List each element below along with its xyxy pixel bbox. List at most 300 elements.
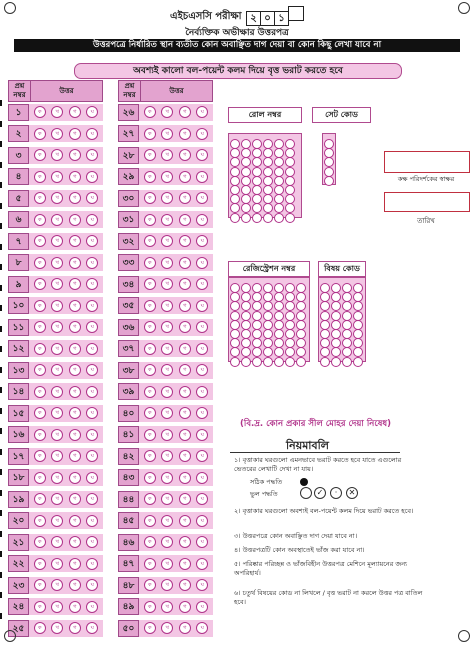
subject-code-grid[interactable]	[318, 277, 366, 362]
answer-option-bubble[interactable]: খ	[51, 214, 63, 226]
answer-option-bubble[interactable]: গ	[69, 192, 81, 204]
answer-bubbles	[139, 297, 213, 314]
answer-row	[8, 597, 103, 619]
answer-option-bubble[interactable]: ক	[34, 192, 46, 204]
registration-number-grid[interactable]	[228, 277, 310, 362]
answer-option-bubble[interactable]: খ	[51, 558, 63, 570]
answer-option-bubble[interactable]: ঘ	[196, 515, 208, 527]
answer-option-bubble[interactable]: ক	[144, 192, 156, 204]
answer-option-bubble[interactable]: গ	[179, 493, 191, 505]
answer-option-bubble[interactable]: গ	[69, 579, 81, 591]
answer-option-bubble[interactable]: গ	[69, 257, 81, 269]
answer-option-bubble[interactable]: ঘ	[86, 257, 98, 269]
answer-option-bubble[interactable]: ঘ	[86, 364, 98, 376]
question-number: ৪৭	[118, 555, 139, 572]
answer-option-bubble[interactable]: গ	[69, 407, 81, 419]
answer-option-bubble[interactable]: খ	[51, 235, 63, 247]
answer-option-bubble[interactable]: গ	[69, 472, 81, 484]
answer-option-bubble[interactable]: গ	[179, 128, 191, 140]
answer-option-bubble[interactable]: খ	[51, 407, 63, 419]
timing-mark	[0, 264, 2, 270]
answer-option-bubble[interactable]: ক	[144, 579, 156, 591]
answer-option-bubble[interactable]: ঘ	[86, 472, 98, 484]
answer-option-bubble[interactable]: ঘ	[86, 386, 98, 398]
year-digit-blank[interactable]	[288, 6, 304, 21]
digit-bubble[interactable]	[285, 213, 295, 223]
sheet-subtitle: নৈর্ব্যক্তিক অভীক্ষার উত্তরপত্র	[185, 28, 289, 38]
answer-option-bubble[interactable]: ঘ	[86, 515, 98, 527]
answer-option-bubble[interactable]: খ	[161, 149, 173, 161]
answer-option-bubble[interactable]: ঘ	[86, 149, 98, 161]
answer-option-bubble[interactable]: ঘ	[196, 536, 208, 548]
answer-option-bubble[interactable]: ক	[144, 493, 156, 505]
digit-bubble[interactable]	[353, 357, 363, 367]
answer-option-bubble[interactable]: ক	[34, 300, 46, 312]
digit-bubble[interactable]	[252, 213, 262, 223]
answer-option-bubble[interactable]: খ	[51, 450, 63, 462]
registration-number-label: রেজিস্ট্রেশন নম্বর	[228, 261, 310, 277]
answer-option-bubble[interactable]: গ	[69, 429, 81, 441]
answer-option-bubble[interactable]: ক	[144, 601, 156, 613]
answer-option-bubble[interactable]: খ	[161, 321, 173, 333]
answer-option-bubble[interactable]: গ	[179, 429, 191, 441]
answer-option-bubble[interactable]: খ	[161, 171, 173, 183]
answer-option-bubble[interactable]: খ	[51, 149, 63, 161]
answer-option-bubble[interactable]: গ	[69, 171, 81, 183]
answer-option-bubble[interactable]: ঘ	[196, 257, 208, 269]
answer-bubbles	[139, 598, 213, 615]
answer-option-bubble[interactable]: গ	[179, 386, 191, 398]
answer-option-bubble[interactable]: ঘ	[196, 192, 208, 204]
answer-option-bubble[interactable]: গ	[179, 536, 191, 548]
answer-option-bubble[interactable]: খ	[161, 300, 173, 312]
answer-option-bubble[interactable]: ঘ	[86, 278, 98, 290]
answer-bubbles	[139, 491, 213, 508]
digit-bubble[interactable]	[320, 357, 330, 367]
answer-option-bubble[interactable]: ঘ	[86, 321, 98, 333]
answer-option-bubble[interactable]: ঘ	[86, 493, 98, 505]
answer-option-bubble[interactable]: গ	[69, 235, 81, 247]
answer-bubbles	[29, 340, 103, 357]
answer-option-bubble[interactable]: গ	[69, 622, 81, 634]
answer-option-bubble[interactable]: ক	[144, 364, 156, 376]
answer-option-bubble[interactable]: খ	[161, 128, 173, 140]
question-number: ১	[8, 104, 29, 121]
answer-option-bubble[interactable]: গ	[179, 558, 191, 570]
question-number: ৩৪	[118, 276, 139, 293]
answer-option-bubble[interactable]: ক	[144, 536, 156, 548]
timing-mark	[0, 449, 2, 455]
answer-option-bubble[interactable]: গ	[69, 515, 81, 527]
answer-option-bubble[interactable]: গ	[179, 321, 191, 333]
answer-row	[8, 231, 103, 253]
answer-option-bubble[interactable]: খ	[51, 472, 63, 484]
invigilator-signature-box[interactable]	[384, 151, 470, 173]
answer-option-bubble[interactable]: ঘ	[196, 493, 208, 505]
answer-option-bubble[interactable]: ক	[144, 472, 156, 484]
pen-instruction: অবশ্যই কালো বল-পয়েন্ট কলম দিয়ে বৃত্ত ভরাট করতে হবে	[74, 63, 402, 79]
digit-bubble[interactable]	[342, 357, 352, 367]
answer-option-bubble[interactable]: খ	[51, 106, 63, 118]
answer-row	[8, 511, 103, 533]
set-code-label: সেট কোড	[312, 107, 371, 123]
answer-bubbles	[29, 147, 103, 164]
answer-option-bubble[interactable]: গ	[179, 257, 191, 269]
answer-option-bubble[interactable]: ঘ	[196, 579, 208, 591]
answer-option-bubble[interactable]: ঘ	[86, 192, 98, 204]
rule-3: ৩। উত্তরপত্রে কোন অবাঞ্ছিত দাগ দেয়া যাবে না।	[234, 532, 358, 540]
answer-option-bubble[interactable]: গ	[179, 171, 191, 183]
question-number: ২৫	[8, 620, 29, 637]
answer-option-bubble[interactable]: ঘ	[86, 214, 98, 226]
answer-option-bubble[interactable]: ঘ	[196, 235, 208, 247]
answer-option-bubble[interactable]: খ	[161, 601, 173, 613]
answer-option-bubble[interactable]: গ	[69, 128, 81, 140]
answer-option-bubble[interactable]: খ	[161, 106, 173, 118]
answer-option-bubble[interactable]: ক	[34, 235, 46, 247]
answer-option-bubble[interactable]: ক	[144, 407, 156, 419]
answer-option-bubble[interactable]: ঘ	[86, 579, 98, 591]
answer-option-bubble[interactable]: গ	[69, 364, 81, 376]
question-number: ৬	[8, 211, 29, 228]
answer-option-bubble[interactable]: ঘ	[86, 622, 98, 634]
question-number: ২	[8, 125, 29, 142]
answer-row	[8, 102, 103, 124]
answer-option-bubble[interactable]: খ	[161, 450, 173, 462]
answer-option-bubble[interactable]: ক	[144, 343, 156, 355]
answer-option-bubble[interactable]: ঘ	[196, 429, 208, 441]
answer-row	[8, 253, 103, 275]
answer-option-bubble[interactable]: ক	[144, 235, 156, 247]
answer-row	[8, 360, 103, 382]
answer-row	[8, 618, 103, 640]
answer-option-bubble[interactable]: ক	[144, 106, 156, 118]
digit-bubble[interactable]	[230, 357, 240, 367]
answer-option-bubble[interactable]: ঘ	[86, 601, 98, 613]
answer-option-bubble[interactable]: ঘ	[86, 343, 98, 355]
timing-mark	[0, 490, 2, 496]
answer-option-bubble[interactable]: খ	[161, 579, 173, 591]
registration-mark-icon	[458, 2, 470, 14]
answer-bubbles	[139, 512, 213, 529]
answer-option-bubble[interactable]: ক	[144, 558, 156, 570]
answer-option-bubble[interactable]: ক	[144, 257, 156, 269]
correct-method-label: সঠিক পদ্ধতি	[250, 478, 283, 486]
answer-option-bubble[interactable]: ক	[34, 321, 46, 333]
answer-option-bubble[interactable]: ক	[144, 321, 156, 333]
answer-option-bubble[interactable]: গ	[179, 300, 191, 312]
answer-option-bubble[interactable]: ক	[144, 278, 156, 290]
answer-option-bubble[interactable]: ঘ	[196, 171, 208, 183]
timing-mark	[0, 613, 2, 619]
answer-option-bubble[interactable]: ঘ	[196, 386, 208, 398]
answer-option-bubble[interactable]: খ	[161, 515, 173, 527]
answer-option-bubble[interactable]: ঘ	[196, 128, 208, 140]
date-label: তারিখ	[417, 217, 435, 225]
answer-option-bubble[interactable]: ক	[144, 214, 156, 226]
answer-option-bubble[interactable]: ঘ	[196, 300, 208, 312]
answer-option-bubble[interactable]: ঘ	[196, 450, 208, 462]
answer-option-bubble[interactable]: খ	[51, 343, 63, 355]
roll-number-label: রোল নম্বর	[228, 107, 302, 123]
answer-option-bubble[interactable]: গ	[69, 278, 81, 290]
answer-option-bubble[interactable]: ক	[144, 450, 156, 462]
answer-row	[8, 468, 103, 490]
answer-option-bubble[interactable]: খ	[51, 364, 63, 376]
answer-option-bubble[interactable]: ক	[34, 536, 46, 548]
answer-option-bubble[interactable]: ক	[34, 429, 46, 441]
question-number: ১৪	[8, 383, 29, 400]
set-code-grid[interactable]	[322, 133, 336, 185]
answer-bubbles	[139, 254, 213, 271]
timing-mark	[0, 182, 2, 188]
answer-option-bubble[interactable]: ক	[144, 128, 156, 140]
answer-bubbles	[139, 211, 213, 228]
digit-bubble[interactable]	[324, 176, 334, 186]
answer-option-bubble[interactable]: খ	[51, 386, 63, 398]
answer-bubbles	[29, 448, 103, 465]
answer-row	[8, 167, 103, 189]
digit-bubble[interactable]	[263, 213, 273, 223]
answer-option-bubble[interactable]: ঘ	[86, 171, 98, 183]
question-number: ২১	[8, 534, 29, 551]
digit-bubble[interactable]	[252, 357, 262, 367]
answer-option-bubble[interactable]: খ	[161, 235, 173, 247]
answer-option-bubble[interactable]: গ	[69, 536, 81, 548]
year-digit: ২	[246, 11, 261, 26]
question-number: ২৮	[118, 147, 139, 164]
answer-bubbles	[139, 620, 213, 637]
answer-option-bubble[interactable]: ক	[144, 622, 156, 634]
answer-option-bubble[interactable]: গ	[179, 278, 191, 290]
exam-title: এইচএসসি পরীক্ষা	[169, 11, 242, 22]
answer-option-bubble[interactable]: গ	[69, 450, 81, 462]
answer-option-bubble[interactable]: খ	[51, 515, 63, 527]
question-number: ৪৬	[118, 534, 139, 551]
answer-option-bubble[interactable]: খ	[51, 579, 63, 591]
roll-number-grid[interactable]	[228, 133, 302, 218]
digit-bubble[interactable]	[241, 213, 251, 223]
question-number: ৮	[8, 254, 29, 271]
answer-option-bubble[interactable]: খ	[51, 622, 63, 634]
answer-option-bubble[interactable]: গ	[69, 386, 81, 398]
answer-option-bubble[interactable]: গ	[69, 149, 81, 161]
answer-option-bubble[interactable]: ক	[34, 407, 46, 419]
answer-option-bubble[interactable]: ঘ	[196, 278, 208, 290]
answer-option-bubble[interactable]: ক	[34, 558, 46, 570]
answer-option-bubble[interactable]: গ	[179, 601, 191, 613]
answer-option-bubble[interactable]: গ	[69, 601, 81, 613]
answer-option-bubble[interactable]: খ	[161, 278, 173, 290]
answer-option-bubble[interactable]: ঘ	[86, 536, 98, 548]
answer-bubbles	[139, 276, 213, 293]
timing-mark	[0, 244, 2, 250]
answer-option-bubble[interactable]: গ	[179, 214, 191, 226]
answer-option-bubble[interactable]: খ	[161, 214, 173, 226]
answer-bubbles	[29, 104, 103, 121]
answer-option-bubble[interactable]: ক	[34, 472, 46, 484]
answer-bubbles	[29, 577, 103, 594]
answer-option-bubble[interactable]: গ	[179, 450, 191, 462]
answer-option-bubble[interactable]: ঘ	[86, 429, 98, 441]
answer-option-bubble[interactable]: ক	[34, 515, 46, 527]
answer-option-bubble[interactable]: গ	[69, 300, 81, 312]
digit-bubble[interactable]	[230, 213, 240, 223]
answer-bubbles	[29, 211, 103, 228]
answer-option-bubble[interactable]: ঘ	[196, 149, 208, 161]
answer-option-bubble[interactable]: গ	[69, 321, 81, 333]
answer-option-bubble[interactable]: খ	[51, 321, 63, 333]
answer-option-bubble[interactable]: গ	[179, 149, 191, 161]
answer-option-bubble[interactable]: খ	[161, 364, 173, 376]
answer-row	[118, 468, 213, 490]
answer-option-bubble[interactable]: ঘ	[196, 106, 208, 118]
answer-bubbles	[29, 254, 103, 271]
answer-option-bubble[interactable]: খ	[161, 429, 173, 441]
answer-bubbles	[139, 555, 213, 572]
answer-option-bubble[interactable]: গ	[69, 558, 81, 570]
answer-option-bubble[interactable]: ঘ	[86, 558, 98, 570]
answer-option-bubble[interactable]: ঘ	[196, 558, 208, 570]
answer-option-bubble[interactable]: খ	[161, 558, 173, 570]
answer-option-bubble[interactable]: ঘ	[196, 622, 208, 634]
answer-option-bubble[interactable]: ঘ	[196, 472, 208, 484]
answer-option-bubble[interactable]: গ	[179, 622, 191, 634]
answer-row	[118, 296, 213, 318]
answer-option-bubble[interactable]: ক	[34, 149, 46, 161]
answer-bubbles	[29, 168, 103, 185]
answer-option-bubble[interactable]: ঘ	[196, 601, 208, 613]
answer-option-bubble[interactable]: ঘ	[86, 235, 98, 247]
answer-option-bubble[interactable]: ক	[34, 493, 46, 505]
answer-option-bubble[interactable]: খ	[51, 300, 63, 312]
question-number: ১১	[8, 319, 29, 336]
answer-option-bubble[interactable]: ক	[34, 214, 46, 226]
answer-option-bubble[interactable]: গ	[179, 515, 191, 527]
answer-option-bubble[interactable]: ক	[34, 106, 46, 118]
answer-option-bubble[interactable]: ক	[144, 429, 156, 441]
answer-option-bubble[interactable]: ক	[34, 601, 46, 613]
column-header	[118, 80, 213, 102]
answer-option-bubble[interactable]: গ	[179, 343, 191, 355]
answer-option-bubble[interactable]: গ	[179, 364, 191, 376]
answer-option-bubble[interactable]: ঘ	[196, 364, 208, 376]
answer-option-bubble[interactable]: ক	[144, 515, 156, 527]
answer-option-bubble[interactable]: খ	[51, 192, 63, 204]
answer-option-bubble[interactable]: খ	[51, 278, 63, 290]
answer-option-bubble[interactable]: খ	[161, 257, 173, 269]
answer-option-bubble[interactable]: ঘ	[86, 300, 98, 312]
question-number: ৩৬	[118, 319, 139, 336]
answer-option-bubble[interactable]: ক	[34, 171, 46, 183]
answer-option-bubble[interactable]: গ	[179, 407, 191, 419]
answer-option-bubble[interactable]: ক	[34, 343, 46, 355]
answer-option-bubble[interactable]: খ	[51, 536, 63, 548]
answer-option-bubble[interactable]: খ	[51, 257, 63, 269]
answer-option-bubble[interactable]: খ	[161, 472, 173, 484]
answer-option-bubble[interactable]: খ	[51, 128, 63, 140]
answer-option-bubble[interactable]: ঘ	[86, 106, 98, 118]
answer-option-bubble[interactable]: গ	[69, 493, 81, 505]
answer-option-bubble[interactable]: ক	[144, 300, 156, 312]
answer-bubbles	[29, 512, 103, 529]
answer-option-bubble[interactable]: গ	[179, 579, 191, 591]
invigilator-signature-label: কক্ষ পরিদর্শকের স্বাক্ষর	[397, 175, 455, 183]
answer-option-bubble[interactable]: খ	[51, 601, 63, 613]
answer-option-bubble[interactable]: ক	[34, 622, 46, 634]
answer-option-bubble[interactable]: খ	[161, 192, 173, 204]
answer-option-bubble[interactable]: ঘ	[86, 450, 98, 462]
answer-option-bubble[interactable]: ক	[34, 364, 46, 376]
answer-option-bubble[interactable]: ঘ	[196, 321, 208, 333]
digit-bubble[interactable]	[274, 357, 284, 367]
answer-option-bubble[interactable]: ঘ	[86, 407, 98, 419]
answer-option-bubble[interactable]: ক	[34, 579, 46, 591]
answer-option-bubble[interactable]: ক	[34, 386, 46, 398]
answer-option-bubble[interactable]: ক	[34, 257, 46, 269]
rule-2: ২। বৃত্তাকার ঘরগুলো অবশ্যই বল-পয়েন্ট কলম দিয়ে ভরাট করতে হবে।	[234, 507, 414, 515]
answer-option-bubble[interactable]: ক	[34, 278, 46, 290]
answer-option-bubble[interactable]: ঘ	[196, 343, 208, 355]
digit-bubble[interactable]	[241, 357, 251, 367]
answer-option-bubble[interactable]: খ	[161, 536, 173, 548]
answer-option-bubble[interactable]: গ	[179, 472, 191, 484]
question-number: ৫	[8, 190, 29, 207]
answer-bubbles	[139, 405, 213, 422]
answer-option-bubble[interactable]: গ	[69, 214, 81, 226]
digit-bubble[interactable]	[331, 357, 341, 367]
year-digit: ১	[274, 11, 289, 26]
answer-option-bubble[interactable]: গ	[179, 106, 191, 118]
answer-option-bubble[interactable]: গ	[69, 343, 81, 355]
answer-option-bubble[interactable]: খ	[161, 386, 173, 398]
answer-bubbles	[29, 491, 103, 508]
answer-option-bubble[interactable]: খ	[51, 171, 63, 183]
date-box[interactable]	[384, 192, 470, 212]
timing-mark	[0, 223, 2, 229]
answer-option-bubble[interactable]: গ	[179, 235, 191, 247]
answer-option-bubble[interactable]: ঘ	[86, 128, 98, 140]
digit-bubble[interactable]	[285, 357, 295, 367]
answer-option-bubble[interactable]: খ	[51, 493, 63, 505]
answer-option-bubble[interactable]: খ	[51, 429, 63, 441]
answer-option-bubble[interactable]: ঘ	[196, 214, 208, 226]
answer-option-bubble[interactable]: ক	[34, 450, 46, 462]
answer-option-bubble[interactable]: ক	[34, 128, 46, 140]
timing-mark	[0, 346, 2, 352]
subject-code-label: বিষয় কোড	[318, 261, 366, 277]
answer-option-bubble[interactable]: গ	[69, 106, 81, 118]
answer-row	[8, 446, 103, 468]
answer-option-bubble[interactable]: ঘ	[196, 407, 208, 419]
answer-option-bubble[interactable]: খ	[161, 407, 173, 419]
rule-6: ৬। চতুর্থ বিষয়ের কোড না লিখলে / বৃত্ত ভরাট না করলে উত্তর পত্র বাতিল হবে।	[234, 589, 423, 606]
digit-bubble[interactable]	[274, 213, 284, 223]
digit-bubble[interactable]	[263, 357, 273, 367]
answer-option-bubble[interactable]: খ	[161, 622, 173, 634]
answer-option-bubble[interactable]: ক	[144, 149, 156, 161]
answer-bubbles	[29, 297, 103, 314]
question-number: ৫০	[118, 620, 139, 637]
question-number: ৪২	[118, 448, 139, 465]
answer-option-bubble[interactable]: খ	[161, 493, 173, 505]
digit-bubble[interactable]	[296, 357, 306, 367]
answer-option-bubble[interactable]: খ	[161, 343, 173, 355]
timing-mark	[0, 367, 2, 373]
answer-option-bubble[interactable]: গ	[179, 192, 191, 204]
answer-option-bubble[interactable]: ক	[144, 386, 156, 398]
answer-option-bubble[interactable]: ক	[144, 171, 156, 183]
